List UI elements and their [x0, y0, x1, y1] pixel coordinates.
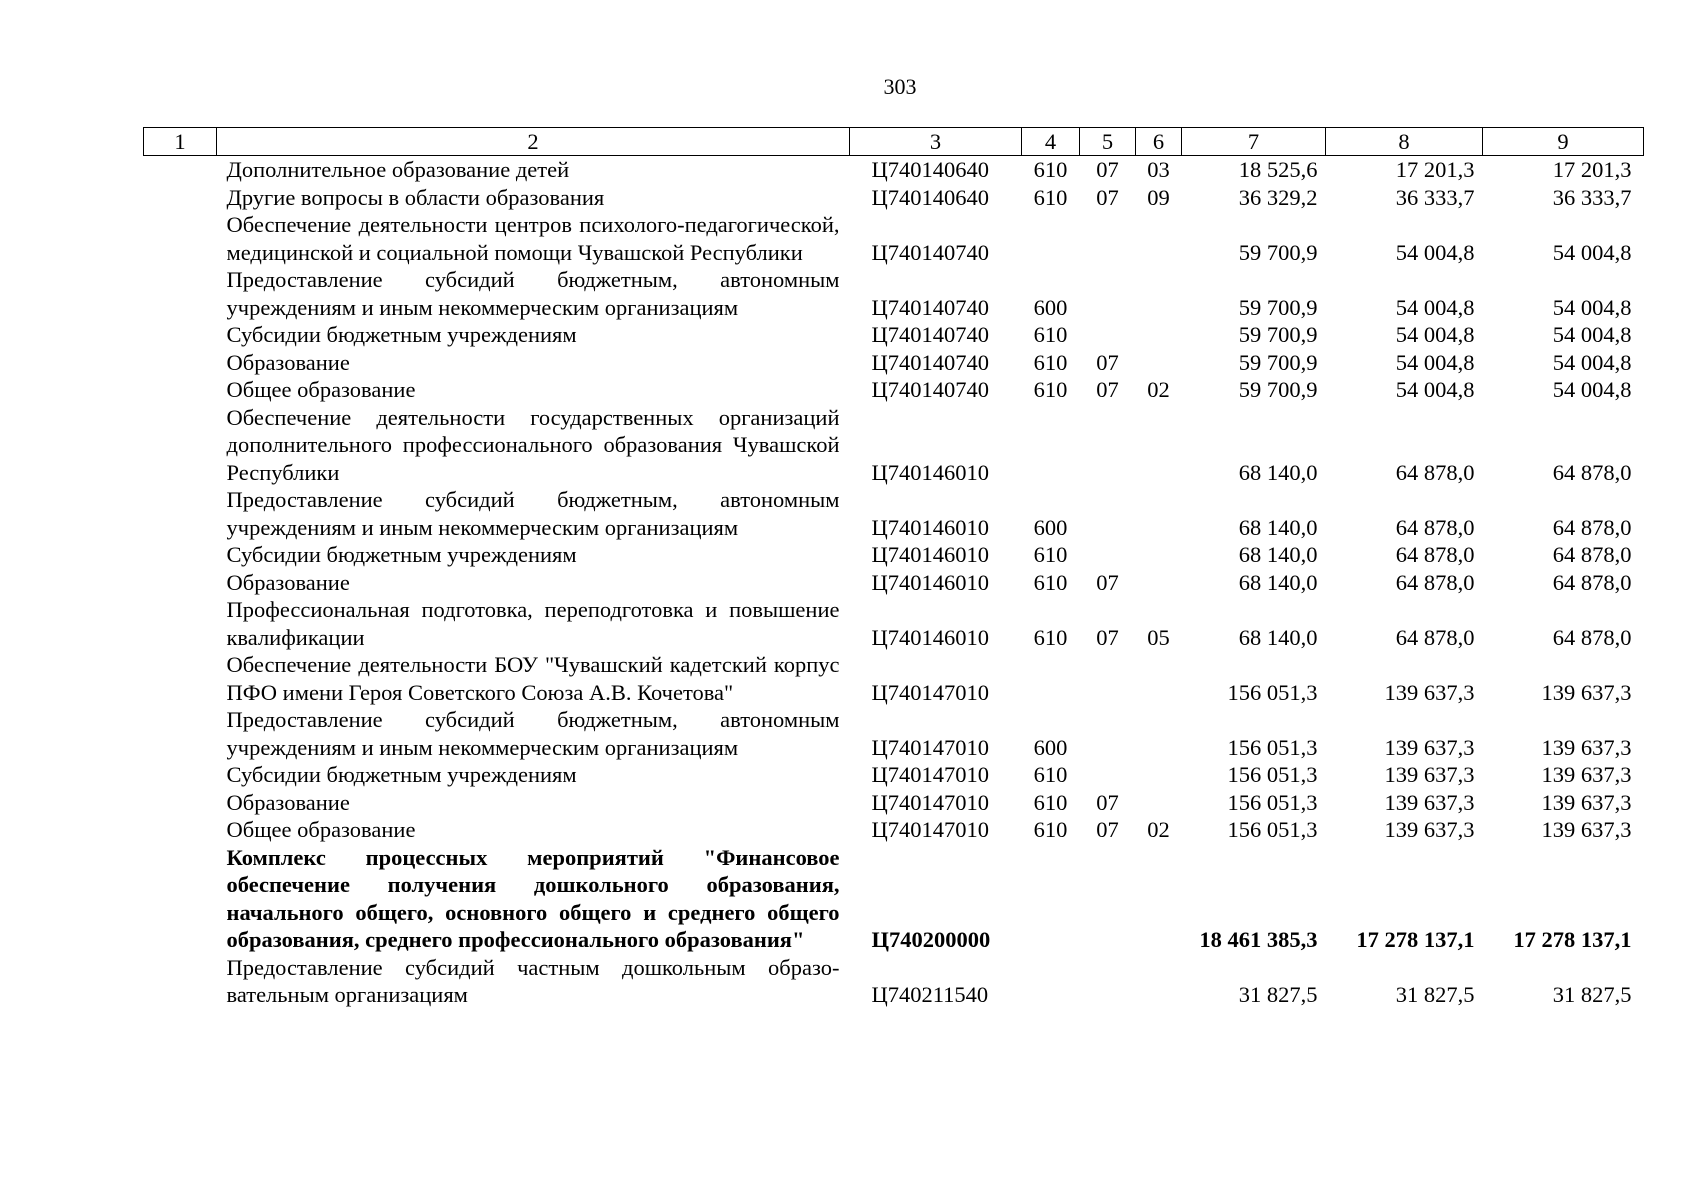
cell-value-7: 68 140,0 [1238, 542, 1318, 567]
cell-value-8: 54 004,8 [1395, 239, 1475, 265]
cell-rz [1080, 321, 1136, 349]
cell-pr [1136, 844, 1182, 954]
cell-code: Ц740140640 [871, 157, 989, 182]
table-row [144, 184, 1644, 212]
cell-rz [1080, 706, 1136, 761]
cell-value-9: 54 004,8 [1552, 349, 1632, 375]
cell-value-7: 59 700,9 [1238, 322, 1318, 347]
cell-vr: 610 [1033, 377, 1068, 402]
cell-code: Ц740140740 [871, 349, 989, 375]
cell-value-7: 18 525,6 [1238, 157, 1318, 182]
cell-name: Субсидии бюджетным учреждениям [226, 762, 577, 787]
cell-value-9: 17 278 137,1 [1513, 927, 1632, 952]
cell-rz [1080, 954, 1136, 1009]
cell-value-7: 18 461 385,3 [1199, 927, 1318, 952]
cell-value-7: 59 700,9 [1238, 239, 1318, 265]
cell-col-1 [144, 954, 217, 1009]
cell-col-1 [144, 596, 217, 651]
cell-value-9: 31 827,5 [1552, 982, 1632, 1007]
cell-code: Ц740140740 [871, 294, 989, 320]
cell-rz: 07 [1096, 349, 1119, 375]
cell-value-7: 31 827,5 [1238, 982, 1318, 1007]
cell-pr [1136, 321, 1182, 349]
cell-col-1 [144, 706, 217, 761]
cell-col-1 [144, 349, 217, 377]
cell-vr: 600 [1033, 734, 1068, 760]
table-row [144, 376, 1644, 404]
cell-value-8: 36 333,7 [1395, 184, 1475, 210]
cell-value-7: 68 140,0 [1238, 569, 1318, 595]
cell-name: Обеспечение деятельности БОУ "Чувашский кадетский корпус ПФО имени Героя Советского Союза А.В. Кочетова" [226, 652, 840, 705]
cell-pr: 02 [1147, 377, 1170, 402]
cell-vr: 600 [1033, 294, 1068, 320]
cell-vr: 610 [1033, 817, 1068, 842]
cell-value-8: 54 004,8 [1395, 349, 1475, 375]
cell-value-9: 64 878,0 [1552, 624, 1632, 650]
cell-code: Ц740146010 [871, 514, 989, 540]
cell-name: Субсидии бюджетным учреждениям [226, 542, 577, 567]
cell-code: Ц740147010 [871, 734, 989, 760]
cell-vr: 610 [1033, 624, 1068, 650]
cell-name: Предоставление субсидий частным дошкольным образовательным организациям [226, 954, 840, 1007]
cell-rz [1080, 211, 1136, 266]
cell-value-9: 139 637,3 [1541, 789, 1632, 815]
cell-pr: 09 [1147, 184, 1170, 210]
cell-pr [1136, 706, 1182, 761]
table-body [144, 156, 1644, 1009]
cell-col-1 [144, 184, 217, 212]
cell-value-9: 139 637,3 [1541, 679, 1632, 705]
cell-vr [1022, 651, 1080, 706]
cell-value-8: 139 637,3 [1384, 789, 1475, 815]
cell-value-7: 156 051,3 [1227, 817, 1318, 842]
cell-rz: 07 [1096, 817, 1119, 842]
header-col-7: 7 [1182, 128, 1326, 156]
cell-value-8: 64 878,0 [1395, 569, 1475, 595]
cell-value-9: 64 878,0 [1552, 542, 1632, 567]
header-col-4: 4 [1022, 128, 1080, 156]
table-row [144, 706, 1644, 761]
header-col-9: 9 [1483, 128, 1644, 156]
cell-rz [1080, 266, 1136, 321]
cell-vr [1022, 844, 1080, 954]
cell-name: Предоставление субсидий бюджетным, автономным учреждениям и иным некоммерческим организациям [226, 487, 840, 540]
table-row [144, 404, 1644, 487]
cell-vr [1022, 404, 1080, 487]
cell-value-7: 156 051,3 [1227, 734, 1318, 760]
table-row [144, 486, 1644, 541]
cell-rz: 07 [1096, 184, 1119, 210]
cell-code: Ц740140740 [871, 377, 989, 402]
cell-rz: 07 [1096, 157, 1119, 182]
header-col-6: 6 [1136, 128, 1182, 156]
cell-col-1 [144, 651, 217, 706]
cell-vr: 610 [1033, 569, 1068, 595]
cell-code: Ц740140740 [871, 239, 989, 265]
cell-value-7: 156 051,3 [1227, 679, 1318, 705]
cell-pr [1136, 211, 1182, 266]
cell-value-7: 59 700,9 [1238, 349, 1318, 375]
cell-value-7: 36 329,2 [1238, 184, 1318, 210]
cell-rz [1080, 486, 1136, 541]
cell-pr [1136, 486, 1182, 541]
cell-name: Дополнительное образование детей [226, 157, 570, 182]
cell-rz: 07 [1096, 569, 1119, 595]
cell-value-9: 64 878,0 [1552, 514, 1632, 540]
cell-value-9: 54 004,8 [1552, 377, 1632, 402]
cell-value-8: 139 637,3 [1384, 817, 1475, 842]
table-row [144, 349, 1644, 377]
cell-code: Ц740147010 [871, 762, 989, 787]
cell-col-1 [144, 486, 217, 541]
cell-value-9: 17 201,3 [1552, 157, 1632, 182]
cell-vr: 610 [1033, 157, 1068, 182]
cell-value-9: 54 004,8 [1552, 322, 1632, 347]
table-row [144, 541, 1644, 569]
cell-code: Ц740147010 [871, 679, 989, 705]
cell-pr: 03 [1147, 157, 1170, 182]
cell-value-8: 54 004,8 [1395, 322, 1475, 347]
cell-pr [1136, 789, 1182, 817]
cell-col-1 [144, 266, 217, 321]
cell-value-9: 54 004,8 [1552, 294, 1632, 320]
page-number: 303 [883, 74, 917, 99]
cell-pr [1136, 651, 1182, 706]
cell-value-8: 64 878,0 [1395, 624, 1475, 650]
cell-value-9: 139 637,3 [1541, 734, 1632, 760]
cell-rz: 07 [1096, 789, 1119, 815]
header-col-3: 3 [850, 128, 1022, 156]
cell-value-8: 139 637,3 [1384, 762, 1475, 787]
cell-name: Образование [226, 349, 350, 375]
cell-col-1 [144, 376, 217, 404]
cell-name: Субсидии бюджетным учреждениям [226, 322, 577, 347]
cell-vr: 610 [1033, 789, 1068, 815]
cell-col-1 [144, 321, 217, 349]
cell-name: Предоставление субсидий бюджетным, автономным учреждениям и иным некоммерческим организациям [226, 267, 840, 320]
cell-name: Комплекс процессных мероприятий "Финансовое обеспечение получения дошкольного образования, начального общего, основного общего и среднего общего образования, среднего профессионального образования" [226, 844, 840, 952]
cell-col-1 [144, 761, 217, 789]
cell-vr: 610 [1033, 349, 1068, 375]
cell-vr: 610 [1033, 762, 1068, 787]
table-row [144, 596, 1644, 651]
cell-name: Обеспечение деятельности государственных организаций дополнительного профессионального образования Чувашской Республики [226, 404, 840, 485]
cell-value-8: 54 004,8 [1395, 294, 1475, 320]
cell-col-1 [144, 789, 217, 817]
cell-rz [1080, 404, 1136, 487]
cell-name: Образование [226, 789, 350, 815]
cell-pr [1136, 954, 1182, 1009]
cell-pr [1136, 404, 1182, 487]
cell-value-8: 17 278 137,1 [1356, 927, 1475, 952]
table-row [144, 156, 1644, 184]
cell-col-1 [144, 156, 217, 184]
cell-vr: 600 [1033, 514, 1068, 540]
cell-value-7: 59 700,9 [1238, 377, 1318, 402]
cell-code: Ц740140640 [871, 184, 989, 210]
budget-table [143, 127, 1644, 1009]
cell-value-8: 17 201,3 [1395, 157, 1475, 182]
cell-code: Ц740146010 [871, 624, 989, 650]
cell-name: Образование [226, 569, 350, 595]
header-row [144, 128, 1644, 156]
cell-vr: 610 [1033, 184, 1068, 210]
cell-name: Обеспечение деятельности центров психолого-педагогической, медицинской и социальной помощи Чувашской Республики [226, 212, 840, 265]
cell-name: Общее образование [226, 817, 416, 842]
cell-rz: 07 [1096, 624, 1119, 650]
cell-col-1 [144, 569, 217, 597]
cell-value-8: 64 878,0 [1395, 514, 1475, 540]
table-row [144, 789, 1644, 817]
cell-code: Ц740140740 [871, 322, 989, 347]
table-row [144, 211, 1644, 266]
table-row [144, 844, 1644, 954]
cell-code: Ц740200000 [871, 927, 991, 952]
cell-col-1 [144, 404, 217, 487]
cell-pr: 05 [1147, 624, 1170, 650]
cell-name: Предоставление субсидий бюджетным, автономным учреждениям и иным некоммерческим организациям [226, 707, 840, 760]
cell-pr: 02 [1147, 817, 1170, 842]
cell-value-8: 54 004,8 [1395, 377, 1475, 402]
cell-value-9: 54 004,8 [1552, 239, 1632, 265]
cell-value-8: 64 878,0 [1395, 459, 1475, 485]
cell-value-9: 139 637,3 [1541, 762, 1632, 787]
table-header [144, 128, 1644, 156]
table-row [144, 816, 1644, 844]
cell-col-1 [144, 816, 217, 844]
cell-name: Другие вопросы в области образования [226, 184, 605, 210]
cell-rz [1080, 844, 1136, 954]
cell-code: Ц740146010 [871, 459, 989, 485]
cell-value-7: 156 051,3 [1227, 789, 1318, 815]
cell-vr: 610 [1033, 542, 1068, 567]
cell-value-7: 156 051,3 [1227, 762, 1318, 787]
cell-value-8: 139 637,3 [1384, 679, 1475, 705]
header-col-1: 1 [144, 128, 217, 156]
cell-value-7: 68 140,0 [1238, 459, 1318, 485]
cell-pr [1136, 761, 1182, 789]
cell-value-9: 36 333,7 [1552, 184, 1632, 210]
table-row [144, 954, 1644, 1009]
cell-value-7: 59 700,9 [1238, 294, 1318, 320]
cell-value-8: 31 827,5 [1395, 982, 1475, 1007]
table-row [144, 569, 1644, 597]
cell-vr [1022, 211, 1080, 266]
cell-pr [1136, 349, 1182, 377]
cell-code: Ц740147010 [871, 817, 989, 842]
cell-value-7: 68 140,0 [1238, 514, 1318, 540]
cell-value-8: 64 878,0 [1395, 542, 1475, 567]
cell-col-1 [144, 211, 217, 266]
cell-rz [1080, 651, 1136, 706]
cell-pr [1136, 266, 1182, 321]
cell-value-8: 139 637,3 [1384, 734, 1475, 760]
cell-col-1 [144, 541, 217, 569]
header-col-2: 2 [217, 128, 850, 156]
cell-pr [1136, 569, 1182, 597]
cell-value-7: 68 140,0 [1238, 624, 1318, 650]
table-row [144, 761, 1644, 789]
table-row [144, 651, 1644, 706]
cell-code: Ц740211540 [871, 982, 989, 1007]
cell-name: Общее образование [226, 377, 416, 402]
cell-col-1 [144, 844, 217, 954]
cell-name: Профессиональная подготовка, переподготовка и повышение квалификации [226, 597, 840, 650]
cell-value-9: 64 878,0 [1552, 569, 1632, 595]
cell-rz [1080, 541, 1136, 569]
cell-rz [1080, 761, 1136, 789]
header-col-8: 8 [1326, 128, 1483, 156]
cell-value-9: 64 878,0 [1552, 459, 1632, 485]
table-row [144, 321, 1644, 349]
table-row [144, 266, 1644, 321]
cell-vr: 610 [1033, 322, 1068, 347]
cell-vr [1022, 954, 1080, 1009]
cell-code: Ц740146010 [871, 569, 989, 595]
cell-code: Ц740147010 [871, 789, 989, 815]
cell-pr [1136, 541, 1182, 569]
cell-code: Ц740146010 [871, 542, 989, 567]
cell-value-9: 139 637,3 [1541, 817, 1632, 842]
cell-rz: 07 [1096, 377, 1119, 402]
header-col-5: 5 [1080, 128, 1136, 156]
